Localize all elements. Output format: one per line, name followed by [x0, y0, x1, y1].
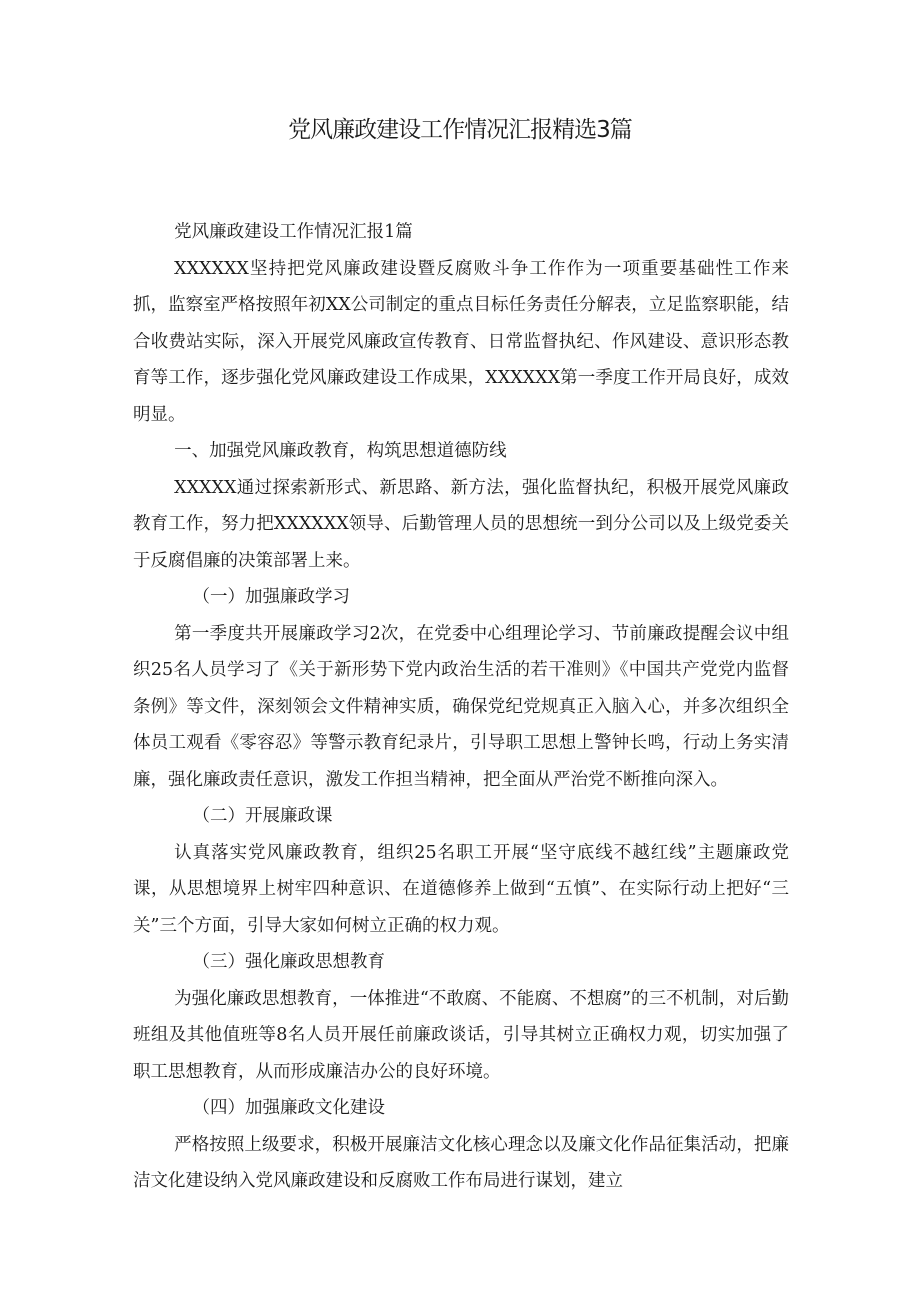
document-title: 党风廉政建设工作情况汇报精选3篇 [288, 117, 632, 143]
body-paragraph: XXXXX通过探索新形式、新思路、新方法，强化监督执纪，积极开展党风廉政教育工作，努力把XXXXXX领导、后勤管理人员的思想统一到分公司以及上级党委关于反腐倡廉的决策部署上来。 [133, 477, 789, 571]
document-body [133, 214, 789, 1200]
subsection-heading: （四）加强廉政文化建设 [192, 1098, 385, 1118]
subsection-heading: （三）强化廉政思想教育 [192, 952, 385, 972]
body-paragraph: 为强化廉政思想教育，一体推进“不敢腐、不能腐、不想腐”的三不机制，对后勤班组及其他值班等8名人员开展任前廉政谈话，引导其树立正确权力观，切实加强了职工思想教育，从而形成廉洁办公的良好环境。 [133, 988, 789, 1082]
body-paragraph: 第一季度共开展廉政学习2次，在党委中心组理论学习、节前廉政提醒会议中组织25名人员学习了《关于新形势下党内政治生活的若干准则》《中国共产党党内监督条例》等文件，深刻领会文件精神实质，确保党纪党规真正入脑入心，并多次组织全体员工观看《零容忍》等警示教育纪录片，引导职工思想上警钟长鸣，行动上务实清廉，强化廉政责任意识，激发工作担当精神，把全面从严治党不断推向深入。 [133, 623, 789, 790]
body-paragraph: 认真落实党风廉政教育，组织25名职工开展“坚守底线不越红线”主题廉政党课，从思想境界上树牢四种意识、在道德修养上做到“五慎”、在实际行动上把好“三关”三个方面，引导大家如何树立正确的权力观。 [133, 842, 789, 936]
section-heading: 一、加强党风廉政教育，构筑思想道德防线 [174, 441, 507, 461]
subsection-heading: （二）开展廉政课 [192, 806, 333, 826]
body-paragraph: XXXXXX坚持把党风廉政建设暨反腐败斗争工作作为一项重要基础性工作来抓，监察室严格按照年初XX公司制定的重点目标任务责任分解表，立足监察职能，结合收费站实际，深入开展党风廉政宣传教育、日常监督执纪、作风建设、意识形态教育等工作，逐步强化党风廉政建设工作成果，XXXXXX第一季度工作开局良好，成效明显。 [133, 258, 789, 425]
body-paragraph: 严格按照上级要求，积极开展廉洁文化核心理念以及廉文化作品征集活动，把廉洁文化建设纳入党风廉政建设和反腐败工作布局进行谋划，建立 [133, 1134, 789, 1191]
subsection-heading: （一）加强廉政学习 [192, 587, 350, 607]
section-heading: 党风廉政建设工作情况汇报1篇 [174, 222, 413, 242]
